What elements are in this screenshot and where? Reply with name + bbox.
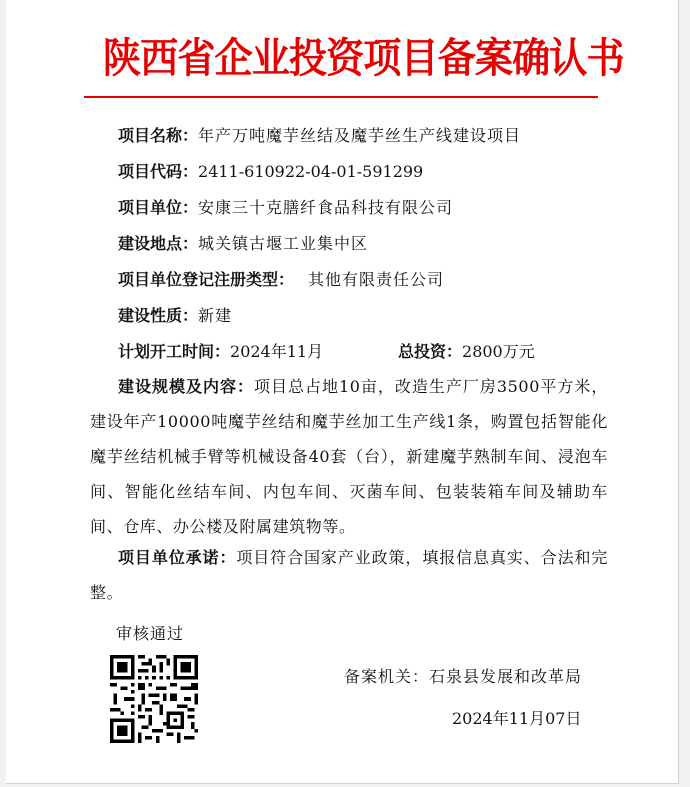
title-underline xyxy=(84,96,598,98)
project-unit-value: 安康三十克膳纤食品科技有限公司 xyxy=(198,198,454,217)
scale-value: 项目总占地10亩，改造生产厂房3500平方米，建设年产10000吨魔芋丝结和魔芋丝加工生产线1条，购置包括智能化魔芋丝结机械手臂等机械设备40套（台），新建魔芋熟制车间、浸泡车间、智能化丝结车间、内包车间、灭菌车间、包装装箱车间及辅助车间、仓库、办公楼及附属建筑物等。 xyxy=(90,377,608,536)
field-project-name xyxy=(118,124,521,148)
location-label: 建设地点： xyxy=(118,234,199,253)
scale-label: 建设规模及内容： xyxy=(118,377,254,396)
project-name-value: 年产万吨魔芋丝结及魔芋丝生产线建设项目 xyxy=(198,126,522,145)
commitment-value: 项目符合国家产业政策，填报信息真实、合法和完整。 xyxy=(90,548,609,602)
nature-label: 建设性质： xyxy=(118,306,199,325)
field-investment xyxy=(398,340,535,364)
start-time-label: 计划开工时间： xyxy=(118,342,231,361)
registration-type-label: 项目单位登记注册类型： xyxy=(118,270,295,289)
investment-value: 2800万元 xyxy=(462,342,535,361)
project-name-label: 项目名称： xyxy=(118,126,199,145)
document-title: 陕西省企业投资项目备案确认书 xyxy=(102,34,624,82)
qr-code xyxy=(110,655,198,743)
field-start-time xyxy=(118,340,323,364)
review-status: 审核通过 xyxy=(116,624,185,643)
filing-date: 2024年11月07日 xyxy=(452,709,582,728)
investment-label: 总投资： xyxy=(398,342,463,361)
nature-value: 新建 xyxy=(198,306,233,325)
field-registration-type xyxy=(118,268,444,292)
scale-paragraph xyxy=(90,369,608,544)
project-code-value: 2411-610922-04-01-591299 xyxy=(198,162,424,181)
field-project-unit xyxy=(118,196,453,220)
filing-authority: 备案机关：石泉县发展和改革局 xyxy=(344,667,583,686)
document-page xyxy=(6,0,679,784)
location-value: 城关镇古堰工业集中区 xyxy=(198,234,369,253)
field-project-code xyxy=(118,160,423,184)
field-nature xyxy=(118,304,232,328)
commitment-paragraph xyxy=(90,540,608,610)
project-code-label: 项目代码： xyxy=(118,162,199,181)
project-unit-label: 项目单位： xyxy=(118,198,199,217)
registration-type-value: 其他有限责任公司 xyxy=(308,270,445,289)
start-time-value: 2024年11月 xyxy=(230,342,324,361)
commitment-label: 项目单位承诺： xyxy=(118,548,237,567)
field-location xyxy=(118,232,368,256)
